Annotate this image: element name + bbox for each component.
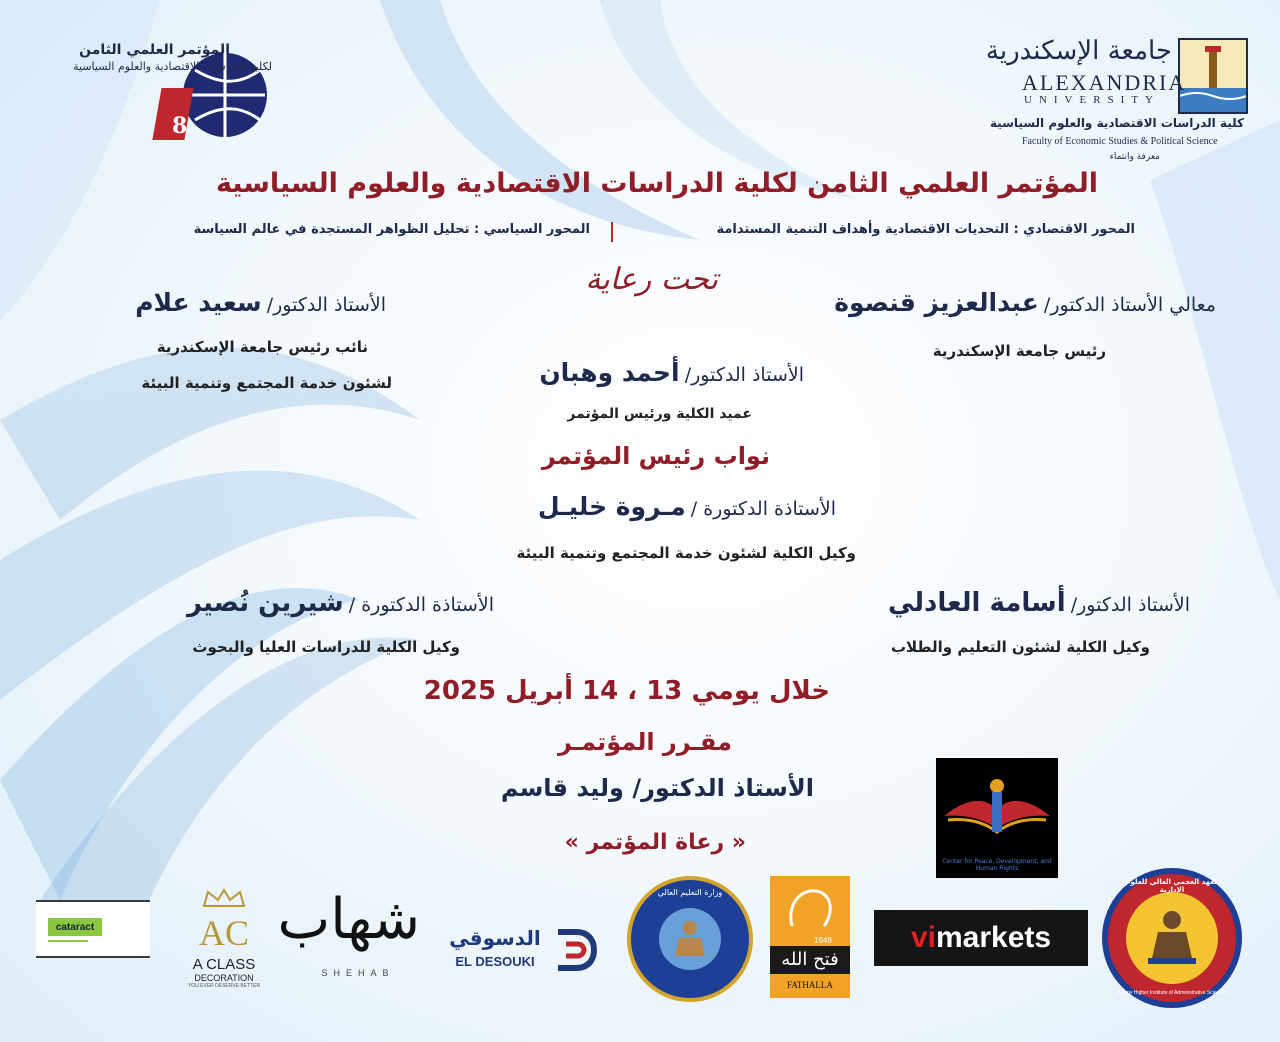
university-crest bbox=[1178, 38, 1248, 114]
president-title: معالي الأستاذ الدكتور/ bbox=[1043, 294, 1216, 316]
political-axis: المحور السياسي : تحليل الظواهر المستجدة في عالم السياسة bbox=[193, 222, 590, 237]
president-role: رئيس جامعة الإسكندرية bbox=[932, 342, 1106, 360]
aclass-monogram: AC bbox=[198, 913, 249, 953]
axes-divider bbox=[611, 222, 613, 242]
patronage-heading: تحت رعاية bbox=[585, 262, 718, 297]
peace-center-logo bbox=[936, 758, 1058, 878]
cataract-wordmark: cataract bbox=[48, 918, 102, 936]
peace-center-name: Center for Peace, Development, and Human Rights bbox=[942, 858, 1052, 872]
conference-number: 8 bbox=[172, 113, 188, 139]
vimarkets-logo bbox=[874, 910, 1088, 966]
vice-president-line bbox=[135, 288, 386, 317]
crown-icon bbox=[178, 888, 270, 910]
conference-title: المؤتمر العلمي الثامن لكلية الدراسات الاقتصادية والعلوم السياسية bbox=[215, 168, 1098, 199]
ministry-name: وزارة التعليم العالي bbox=[657, 888, 723, 897]
vice-presidents-heading: نواب رئيس المؤتمر bbox=[541, 442, 770, 470]
dean-name: أحمد وهبان bbox=[539, 358, 680, 387]
rapporteur-name: الأستاذ الدكتور/ وليد قاسم bbox=[500, 774, 814, 802]
marwa-role: وكيل الكلية لشئون خدمة المجتمع وتنمية البيئة bbox=[516, 544, 856, 562]
faculty-name-english: Faculty of Economic Studies & Political Science bbox=[1022, 136, 1218, 147]
conference-logo bbox=[150, 40, 270, 160]
osama-line bbox=[888, 588, 1190, 618]
conference-logo-line1: المؤتمر العلمي الثامن bbox=[79, 42, 230, 58]
economic-axis: المحور الاقتصادي : التحديات الاقتصادية وأهداف التنمية المستدامة bbox=[716, 222, 1135, 237]
university-name-english: ALEXANDRIA bbox=[1022, 70, 1187, 95]
marwa-name: مـروة خليـل bbox=[537, 492, 686, 521]
agamy-english: Agamy Higher Institute of Administrative Sciences bbox=[1116, 990, 1228, 996]
marwa-line bbox=[538, 492, 836, 521]
agamy-arabic: معهد العجمي العالي للعلوم الإدارية bbox=[1125, 878, 1219, 894]
conference-dates: خلال يومي 13 ، 14 أبريل 2025 bbox=[423, 676, 830, 706]
aclass-subtitle: DECORATION bbox=[194, 973, 254, 983]
university-name-arabic: جامعة الإسكندرية bbox=[985, 36, 1172, 66]
vice-president-name: سعيد علام bbox=[135, 288, 262, 317]
fathalla-arabic: فتح الله bbox=[770, 946, 850, 974]
desouki-d-icon bbox=[552, 926, 598, 976]
president-name: عبدالعزيز قنصوة bbox=[834, 288, 1039, 317]
sherine-title: الأستاذة الدكتورة / bbox=[348, 594, 494, 616]
dean-role: عميد الكلية ورئيس المؤتمر bbox=[567, 406, 752, 422]
dean-line bbox=[539, 358, 804, 387]
agamy-seal bbox=[1102, 868, 1242, 1008]
desouki-logo bbox=[440, 926, 600, 996]
shehab-logo bbox=[277, 880, 420, 1000]
aclass-name: A CLASS bbox=[192, 956, 256, 973]
fathalla-face-icon bbox=[780, 882, 840, 932]
aclass-logo bbox=[178, 888, 270, 998]
conference-logo-line2: لكلية الدراسات الاقتصادية والعلوم السياسية bbox=[73, 60, 272, 73]
vice-president-title: الأستاذ الدكتور/ bbox=[266, 294, 386, 316]
seated-scribe-icon bbox=[659, 908, 721, 970]
faculty-motto: معرفة وانتماء bbox=[1109, 152, 1160, 162]
globe-icon bbox=[150, 40, 270, 160]
osama-title: الأستاذ الدكتور/ bbox=[1070, 594, 1190, 616]
desouki-arabic: الدسوقي bbox=[449, 926, 541, 950]
fathalla-english: FATHALLA bbox=[787, 980, 833, 990]
sponsors-heading: « رعاة المؤتمر » bbox=[564, 830, 746, 855]
cataract-logo bbox=[36, 900, 150, 958]
vice-president-role-1: نائب رئيس جامعة الإسكندرية bbox=[156, 338, 368, 356]
desouki-english: EL DESOUKI bbox=[455, 954, 535, 969]
ministry-seal bbox=[627, 876, 753, 1002]
vimarkets-name: markets bbox=[935, 921, 1052, 954]
cataract-underline bbox=[48, 940, 88, 942]
sherine-name: شيرين نُصير bbox=[186, 588, 344, 618]
aclass-tagline: YOU EVER DESERVE BETTER bbox=[187, 983, 261, 989]
shehab-arabic: شهاب bbox=[277, 887, 420, 952]
sherine-line bbox=[187, 588, 494, 618]
university-subtitle-english: UNIVERSITY bbox=[1024, 94, 1160, 106]
agamy-inner bbox=[1126, 892, 1218, 984]
vimarkets-vi: vi bbox=[910, 921, 936, 954]
faculty-name-arabic: كلية الدراسات الاقتصادية والعلوم السياسية bbox=[989, 116, 1244, 130]
president-line bbox=[834, 288, 1216, 317]
osama-name: أسامة العادلي bbox=[887, 588, 1066, 618]
osama-role: وكيل الكلية لشئون التعليم والطلاب bbox=[890, 638, 1150, 656]
fathalla-year: 1948 bbox=[814, 936, 832, 945]
marwa-title: الأستاذة الدكتورة / bbox=[690, 498, 836, 520]
sherine-role: وكيل الكلية للدراسات العليا والبحوث bbox=[192, 638, 460, 656]
isis-winged-icon bbox=[936, 758, 1058, 858]
dean-title: الأستاذ الدكتور/ bbox=[684, 364, 804, 386]
seated-scribe-icon bbox=[1126, 892, 1218, 984]
vice-president-role-2: لشئون خدمة المجتمع وتنمية البيئة bbox=[141, 374, 392, 392]
lighthouse-icon bbox=[1180, 40, 1246, 112]
rapporteur-heading: مقـرر المؤتمـر bbox=[557, 728, 732, 756]
shehab-english: SHEHAB bbox=[321, 968, 395, 978]
fathalla-logo bbox=[770, 876, 850, 998]
